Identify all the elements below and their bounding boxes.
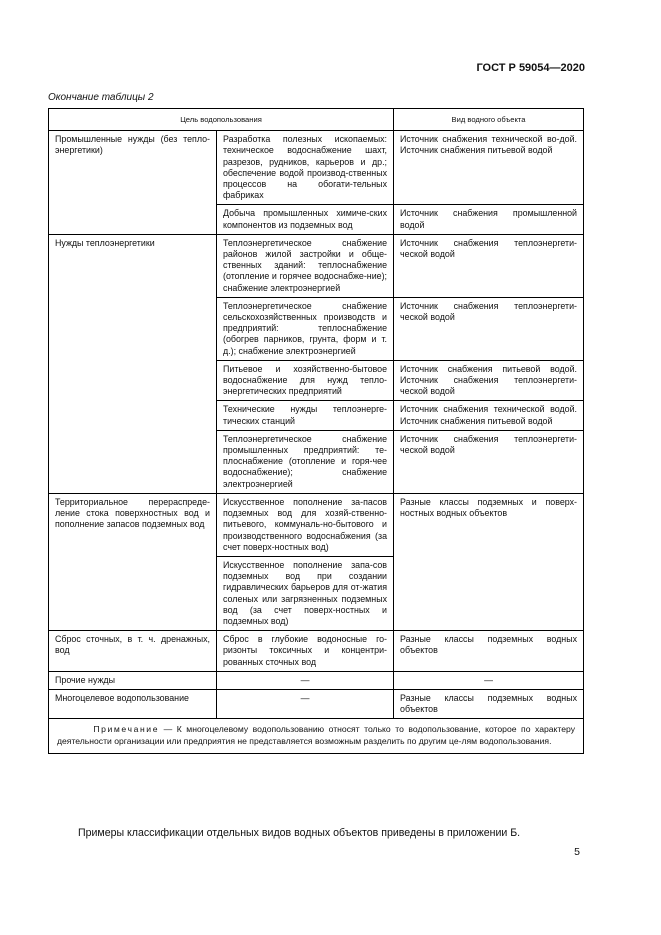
table-row [49, 689, 584, 718]
classification-table [48, 108, 584, 754]
object-cell: Источник снабжения теплоэнергети-ческой водой [394, 430, 584, 493]
object-cell: Источник снабжения питьевой водой. Источник снабжения теплоэнергети-ческой водой [394, 360, 584, 401]
table-header-row [49, 109, 584, 131]
object-cell: Источник снабжения теплоэнергети-ческой водой [394, 234, 584, 297]
subpurpose-cell: Искусственное пополнение запа-сов подземных вод при создании гидравлических барьеров для от-жатия соленых или загрязненных подземных вод (за счет поверх-ностных и подземных вод) [217, 556, 394, 630]
purpose-cell: Многоцелевое водопользование [49, 689, 217, 718]
subpurpose-cell: Теплоэнергетическое снабжение районов жилой застройки и обще-ственных зданий: теплоснабжение (отопление и горячее водоснабже-ние); снабжение электроэнергией [217, 234, 394, 297]
object-cell: Источник снабжения теплоэнергети-ческой водой [394, 297, 584, 360]
purpose-cell: Прочие нужды [49, 671, 217, 689]
object-cell: Разные классы подземных и поверх-ностных водных объектов [394, 493, 584, 630]
subpurpose-cell: Искусственное пополнение за-пасов подземных вод для хозяй-ственно-питьевого, коммуналь-но-бытового и производственного водоснабжения (за счет поверх-ностных вод) [217, 493, 394, 556]
subpurpose-cell: Технические нужды теплоэнерге-тических станций [217, 401, 394, 430]
table-row [49, 631, 584, 672]
subpurpose-cell: Питьевое и хозяйственно-бытовое водоснабжение для нужд тепло-энергетических предприятий [217, 360, 394, 401]
table-row [49, 131, 584, 205]
subpurpose-cell: Теплоэнергетическое снабжение сельскохозяйственных производств и предприятий: теплоснабжение (обогрев парников, грунта, форм и т. д.); снабжение электроэнергией [217, 297, 394, 360]
purpose-cell: Нужды теплоэнергетики [49, 234, 217, 493]
subpurpose-cell: — [217, 671, 394, 689]
object-cell: — [394, 671, 584, 689]
subpurpose-cell: Добыча промышленных химиче-ских компонентов из подземных вод [217, 205, 394, 234]
table-caption: Окончание таблицы 2 [48, 92, 154, 103]
purpose-cell: Территориальное перераспреде-ление стока поверхностных вод и пополнение запасов подземных вод [49, 493, 217, 630]
note-label: Примечание [93, 724, 160, 735]
object-cell: Разные классы подземных водных объектов [394, 631, 584, 672]
note-text: — К многоцелевому водопользованию относят только то водопользование, которое по характеру деятельности организации или предприятия не представляется возможным разделить по другим це-лям водопользования. [57, 724, 576, 746]
col-header-object: Вид водного объекта [394, 109, 584, 131]
subpurpose-cell: Сброс в глубокие водоносные го-ризонты токсичных и концентри-рованных сточных вод [217, 631, 394, 672]
object-cell: Источник снабжения технической во-дой. Источник снабжения питьевой водой [394, 131, 584, 205]
object-cell: Источник снабжения технической водой. Источник снабжения питьевой водой [394, 401, 584, 430]
object-cell: Разные классы подземных водных объектов [394, 689, 584, 718]
table-row [49, 671, 584, 689]
subpurpose-cell: — [217, 689, 394, 718]
table-row [49, 234, 584, 297]
document-code: ГОСТ Р 59054—2020 [476, 62, 585, 74]
note-row [49, 719, 584, 754]
table-note [49, 719, 584, 754]
subpurpose-cell: Теплоэнергетическое снабжение промышленных предприятий: те-плоснабжение (отопление и горя-чее водоснабжение); снабжение электроэнергией [217, 430, 394, 493]
purpose-cell: Промышленные нужды (без тепло-энергетики) [49, 131, 217, 235]
purpose-cell: Сброс сточных, в т. ч. дренажных, вод [49, 631, 217, 672]
table-row [49, 493, 584, 556]
appendix-reference: Примеры классификации отдельных видов водных объектов приведены в приложении Б. [78, 827, 521, 839]
page-number: 5 [574, 846, 580, 858]
col-header-purpose: Цель водопользования [49, 109, 394, 131]
object-cell: Источник снабжения промышленной водой [394, 205, 584, 234]
subpurpose-cell: Разработка полезных ископаемых: техническое водоснабжение шахт, разрезов, рудников, карьеров и др.; обеспечение водой производ-ственных процессов на обогати-тельных фабриках [217, 131, 394, 205]
